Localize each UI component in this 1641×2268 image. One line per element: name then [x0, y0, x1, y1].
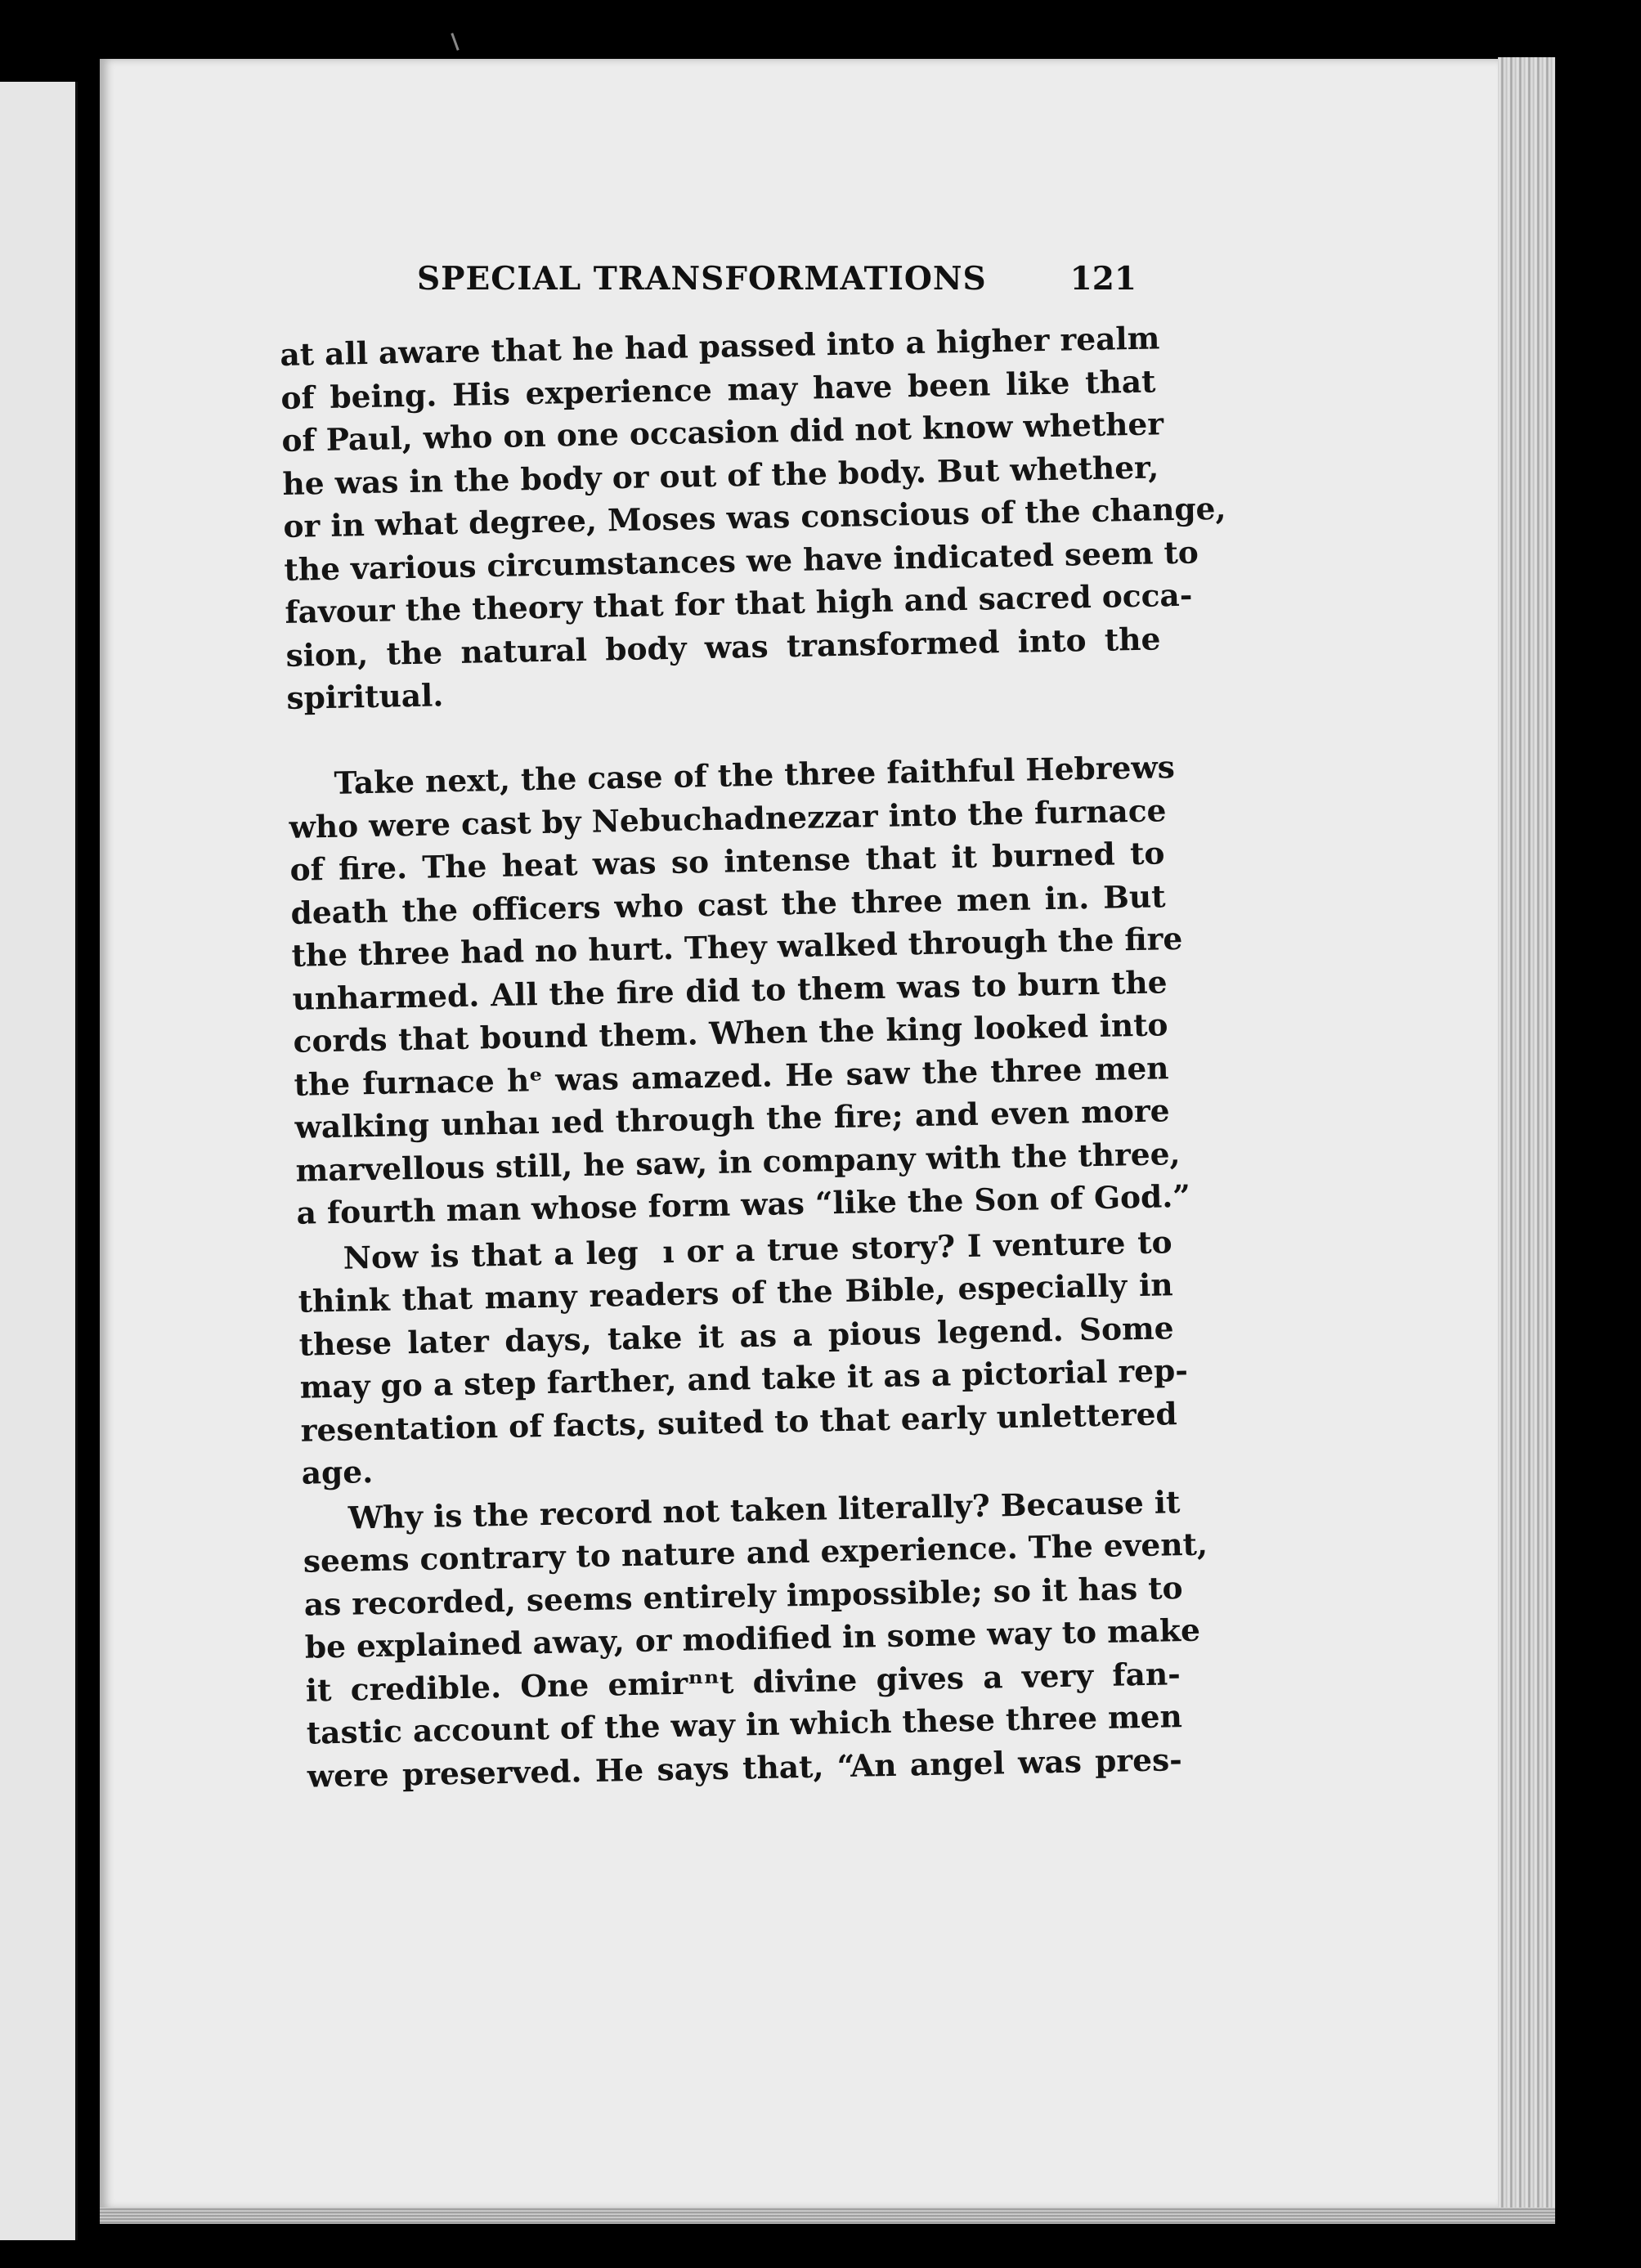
- text-line: the furnace hᵉ was amazed. He saw the three men: [294, 1049, 1169, 1103]
- text-line: Why is the record not taken literally? Because it: [347, 1483, 1181, 1536]
- page-edge-stack: [1498, 57, 1555, 2224]
- text-line: tastic account of the way in which these three men: [306, 1698, 1183, 1751]
- text-line: or in what degree, Moses was conscious of the change,: [283, 490, 1226, 545]
- text-line: Now is that a leg ı or a true story? I venture to: [343, 1223, 1172, 1276]
- text-line: resentation of facts, suited to that early unlettered: [300, 1395, 1178, 1449]
- text-line: may go a step farther, and take it as a pictorial rep-: [299, 1351, 1189, 1405]
- text-line: be explained away, or modified in some way to make: [304, 1611, 1201, 1665]
- text-line: of Paul, who on one occasion did not know whether: [281, 406, 1164, 459]
- text-line: Take next, the case of the three faithful Hebrews: [334, 749, 1176, 801]
- left-page-edge: [0, 82, 78, 2240]
- text-line: the three had no hurt. They walked through the fire: [291, 920, 1183, 974]
- text-line: these later days, take it as a pious legend. Some: [298, 1309, 1174, 1363]
- text-line: he was in the body or out of the body. But whether,: [282, 448, 1159, 502]
- bottom-page-edge: [100, 2207, 1555, 2224]
- text-line: walking unhaı ıed through the fire; and even more: [294, 1092, 1170, 1145]
- text-line: it credible. One emirⁿⁿt divine gives a very fan-: [305, 1655, 1181, 1709]
- scan-mark: [451, 33, 459, 51]
- text-line: favour the theory that for that high and sacred occa-: [285, 576, 1193, 630]
- text-line: spiritual.: [286, 677, 444, 716]
- page-number: 121: [1069, 260, 1137, 298]
- running-title: SPECIAL TRANSFORMATIONS: [417, 260, 987, 298]
- text-line: marvellous still, he saw, in company with the three,: [295, 1135, 1181, 1189]
- text-line: at all aware that he had passed into a higher realm: [280, 320, 1160, 373]
- body-text: [280, 316, 1226, 1797]
- text-line: unharmed. All the fire did to them was to burn the: [292, 963, 1168, 1017]
- text-line: age.: [301, 1454, 374, 1491]
- text-line: of being. His experience may have been like that: [280, 362, 1156, 416]
- text-line: seems contrary to nature and experience. The event,: [303, 1526, 1208, 1580]
- text-line: the various circumstances we have indicated seem to: [284, 533, 1199, 588]
- text-line: think that many readers of the Bible, especially in: [298, 1266, 1173, 1320]
- text-line: death the officers who cast the three men in. But: [290, 877, 1166, 931]
- text-line: as recorded, seems entirely impossible; so it has to: [303, 1569, 1183, 1623]
- text-line: who were cast by Nebuchadnezzar into the furnace: [289, 791, 1167, 845]
- text-line: cords that bound them. When the king looked into: [293, 1006, 1168, 1060]
- text-line: a fourth man whose form was “like the Son of God.”: [296, 1177, 1191, 1231]
- running-head: [417, 260, 1137, 309]
- text-line: of fire. The heat was so intense that it burned to: [289, 835, 1165, 888]
- text-line: were preserved. He says that, “An angel was pres-: [307, 1741, 1183, 1795]
- text-line: sion, the natural body was transformed into the: [285, 620, 1161, 674]
